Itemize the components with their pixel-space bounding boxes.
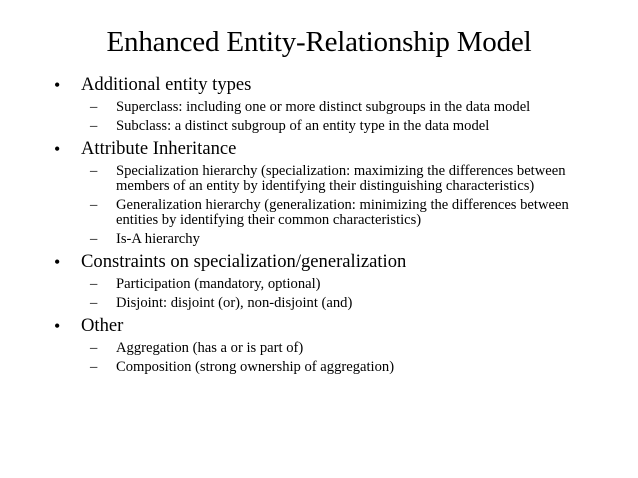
sub-bullet-superclass bbox=[50, 100, 606, 115]
bullet-outline bbox=[50, 70, 620, 375]
sub-bullet-disjoint bbox=[50, 296, 606, 311]
dash-icon: – bbox=[90, 99, 98, 115]
dash-icon: – bbox=[90, 295, 98, 311]
sub-bullet-text: Generalization hierarchy (generalization: minimizing the differences between entities by identifying their common characteristics) bbox=[116, 197, 569, 228]
sub-bullet-text: Specialization hierarchy (specialization: maximizing the differences between members of an entity by identifying their distinguishing characteristics) bbox=[116, 163, 566, 194]
dash-icon: – bbox=[90, 231, 98, 247]
sub-bullet-specialization-hierarchy bbox=[50, 164, 606, 194]
bullet-text: Constraints on specialization/generalization bbox=[81, 251, 407, 272]
bullet-dot-icon: • bbox=[54, 139, 61, 159]
dash-icon: – bbox=[90, 359, 98, 375]
sub-bullet-is-a-hierarchy bbox=[50, 232, 606, 247]
sub-bullet-generalization-hierarchy bbox=[50, 198, 606, 228]
dash-icon: – bbox=[90, 163, 98, 179]
dash-icon: – bbox=[90, 276, 98, 292]
bullet-dot-icon: • bbox=[54, 75, 61, 95]
bullet-text: Attribute Inheritance bbox=[81, 138, 237, 159]
sub-bullet-text: Disjoint: disjoint (or), non-disjoint (and) bbox=[116, 295, 353, 311]
sub-bullet-subclass bbox=[50, 119, 606, 134]
bullet-dot-icon: • bbox=[54, 316, 61, 336]
sub-bullet-text: Is-A hierarchy bbox=[116, 231, 200, 247]
sub-bullet-aggregation bbox=[50, 341, 606, 356]
sub-bullet-text: Composition (strong ownership of aggregation) bbox=[116, 359, 395, 375]
bullet-attribute-inheritance bbox=[50, 138, 620, 160]
dash-icon: – bbox=[90, 340, 98, 356]
sub-bullet-text: Participation (mandatory, optional) bbox=[116, 276, 321, 292]
sub-bullet-composition bbox=[50, 360, 606, 375]
sub-bullet-text: Subclass: a distinct subgroup of an entity type in the data model bbox=[116, 118, 490, 134]
dash-icon: – bbox=[90, 118, 98, 134]
sub-bullet-text: Superclass: including one or more distinct subgroups in the data model bbox=[116, 99, 531, 115]
slide-title: Enhanced Entity-Relationship Model bbox=[106, 26, 532, 58]
dash-icon: – bbox=[90, 197, 98, 213]
bullet-dot-icon: • bbox=[54, 252, 61, 272]
bullet-constraints bbox=[50, 251, 620, 273]
bullet-other bbox=[50, 315, 620, 337]
bullet-text: Additional entity types bbox=[81, 74, 252, 95]
sub-bullet-text: Aggregation (has a or is part of) bbox=[116, 340, 304, 356]
bullet-additional-entity-types bbox=[50, 74, 620, 96]
bullet-text: Other bbox=[81, 315, 124, 336]
sub-bullet-participation bbox=[50, 277, 606, 292]
